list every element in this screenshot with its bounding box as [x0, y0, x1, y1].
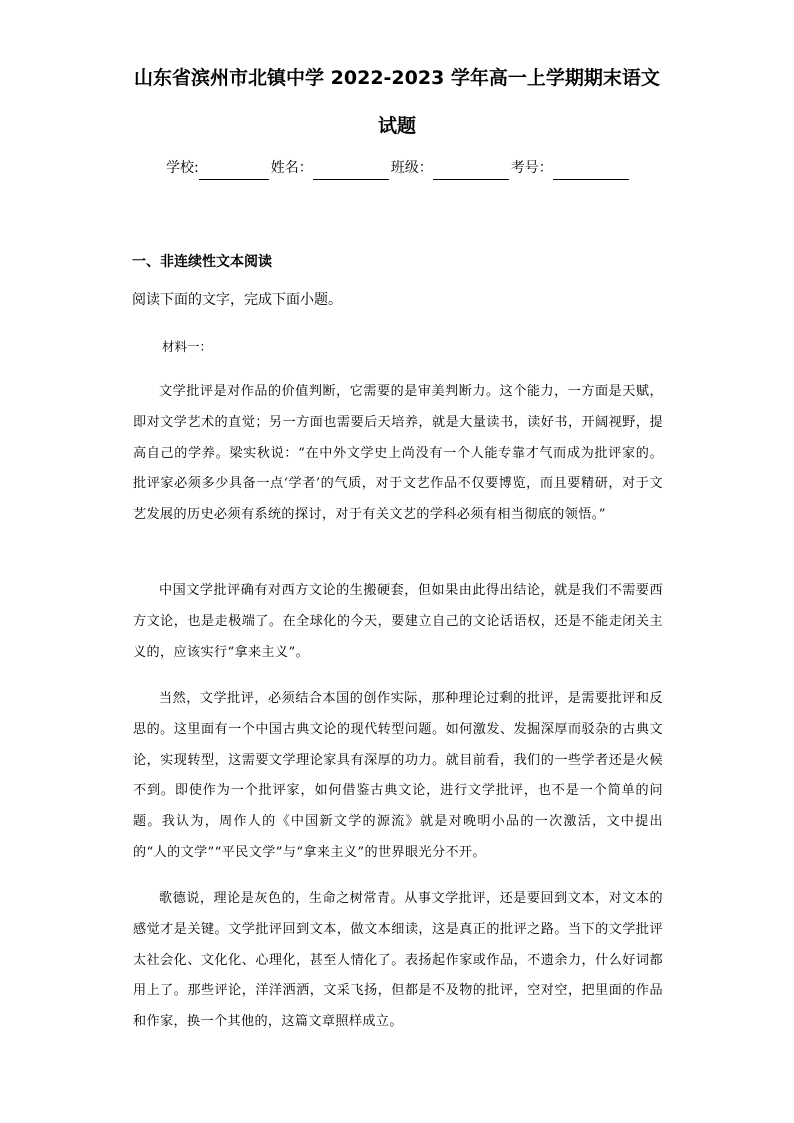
class-field[interactable] — [433, 163, 509, 180]
school-label: 学校: — [166, 160, 199, 176]
reading-instruction: 阅读下面的文字，完成下面小题。 — [132, 292, 342, 308]
section-heading: 一、非连续性文本阅读 — [132, 254, 272, 270]
student-info-row — [166, 156, 646, 180]
paragraph-3: 当然，文学批评，必须结合本国的创作实际，那种理论过剩的批评，是需要批评和反思的。这里面有一个中国古典文论的现代转型问题。如何激发、发掘深厚而驳杂的古典文论，实现转型，这需要文学理论家具有深厚的功力。就目前看，我们的一些学者还是火候不到。即使作为一个批评家，如何借鉴古典文论，进行文学批评，也不是一个简单的问题。我认为，周作人的《中国新文学的源流》就是对晚明小品的一次激活，文中提出的“人的文学”“平民文学”与“拿来主义”的世界眼光分不开。 — [133, 691, 663, 860]
exam-title: 山东省滨州市北镇中学 2022-2023 学年高一上学期期末语文 — [134, 67, 660, 89]
paragraph-4: 歌德说，理论是灰色的，生命之树常青。从事文学批评，还是要回到文本，对文本的感觉才是关键。文学批评回到文本，做文本细读，这是真正的批评之路。当下的文学批评太社会化、文化化、心理化，甚至人情化了。表扬起作家或作品，不遗余力，什么好词都用上了。那些评论，洋洋洒洒，文采飞扬，但都是不及物的批评，空对空，把里面的作品和作家，换一个其他的，这篇文章照样成立。 — [133, 891, 663, 1030]
name-label: 姓名： — [270, 160, 313, 176]
number-field[interactable] — [553, 163, 629, 180]
material-label: 材料一： — [162, 339, 213, 354]
number-label: 考号： — [510, 160, 553, 176]
name-field[interactable] — [313, 163, 389, 180]
paragraph-1: 文学批评是对作品的价值判断，它需要的是审美判断力。这个能力，一方面是天赋，即对文学艺术的直觉；另一方面也需要后天培养，就是大量读书，读好书，开阔视野，提高自己的学养。梁实秋说：“在中外文学史上尚没有一个人能专靠才气而成为批评家的。批评家必须多少具备一点‘学者’的气质，对于文艺作品不仅要博览，而且要精研，对于文艺发展的历史必须有系统的探讨，对于有关文艺的学科必须有相当彻底的领悟。” — [133, 384, 663, 523]
class-label: 班级： — [390, 160, 433, 176]
exam-title-continued: 试题 — [377, 115, 416, 137]
paragraph-2: 中国文学批评确有对西方文论的生搬硬套，但如果由此得出结论，就是我们不需要西方文论，也是走极端了。在全球化的今天，要建立自己的文论话语权，还是不能走闭关主义的，应该实行“拿来主义”。 — [133, 583, 663, 660]
school-field[interactable] — [199, 163, 269, 180]
